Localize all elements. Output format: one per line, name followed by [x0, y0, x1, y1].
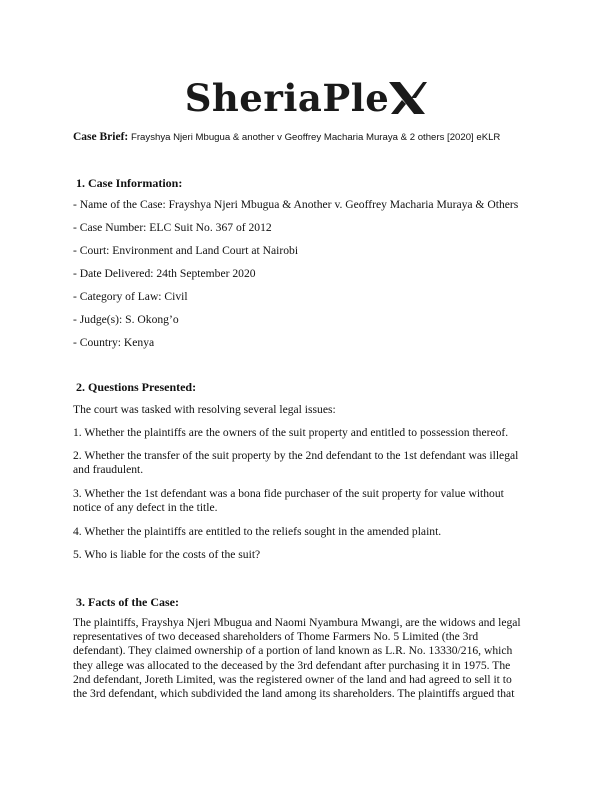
facts-paragraph	[73, 616, 543, 701]
section-facts-of-case	[73, 595, 543, 609]
section-heading: 1. Case Information:	[76, 176, 183, 190]
case-info-item: - Court: Environment and Land Court at Nairobi	[73, 244, 299, 257]
facts-line: representatives of two deceased shareholders of Thome Farmers No. 5 Limited (the 3rd	[73, 630, 479, 644]
section-questions-presented	[73, 380, 543, 394]
sheriaplex-logo	[0, 76, 612, 120]
case-info-item: - Judge(s): S. Okong’o	[73, 313, 179, 326]
case-info-item: - Category of Law: Civil	[73, 290, 188, 303]
question-item: 5. Who is liable for the costs of the suit?	[73, 548, 261, 561]
case-brief-title	[73, 131, 593, 143]
logo-x-mark-icon	[387, 78, 427, 118]
section-case-information	[73, 176, 543, 190]
case-brief-label: Case Brief:	[73, 131, 129, 143]
facts-line: The plaintiffs, Frayshya Njeri Mbugua and Naomi Nyambura Mwangi, are the widows and legal	[73, 616, 521, 629]
question-item: 4. Whether the plaintiffs are entitled to the reliefs sought in the amended plaint.	[73, 525, 442, 538]
case-info-item: - Case Number: ELC Suit No. 367 of 2012	[73, 221, 272, 234]
question-item: 2. Whether the transfer of the suit property by the 2nd defendant to the 1st defendant was illegal	[73, 449, 519, 462]
case-brief-name: Frayshya Njeri Mbugua & another v Geoffrey Macharia Muraya & 2 others [2020] eKLR	[131, 132, 501, 143]
case-info-item: - Name of the Case: Frayshya Njeri Mbugua & Another v. Geoffrey Macharia Muraya & Others	[73, 198, 519, 211]
section-heading: 3. Facts of the Case:	[76, 595, 179, 609]
logo-text: SheriaPle	[184, 75, 390, 120]
question-item-cont: notice of any defect in the title.	[73, 501, 218, 514]
facts-line: defendant). They claimed ownership of a portion of land known as L.R. No. 13330/216, which	[73, 644, 513, 658]
case-info-item: - Country: Kenya	[73, 336, 155, 349]
facts-line: the 3rd defendant, which subdivided the land among its shareholders. The plaintiffs argued that	[73, 687, 515, 701]
facts-line: 2nd defendant, Joreth Limited, was the registered owner of the land and had agreed to sell it to	[73, 672, 512, 686]
questions-intro: The court was tasked with resolving several legal issues:	[73, 403, 336, 416]
facts-line: they allege was allocated to the deceased by the 3rd defendant after purchasing it in 1975. The	[73, 658, 511, 672]
question-item: 1. Whether the plaintiffs are the owners of the suit property and entitled to possession thereof.	[73, 426, 509, 439]
case-info-item: - Date Delivered: 24th September 2020	[73, 267, 256, 280]
question-item-cont: and fraudulent.	[73, 463, 144, 476]
section-heading: 2. Questions Presented:	[76, 380, 197, 394]
question-item: 3. Whether the 1st defendant was a bona fide purchaser of the suit property for value without	[73, 487, 504, 500]
